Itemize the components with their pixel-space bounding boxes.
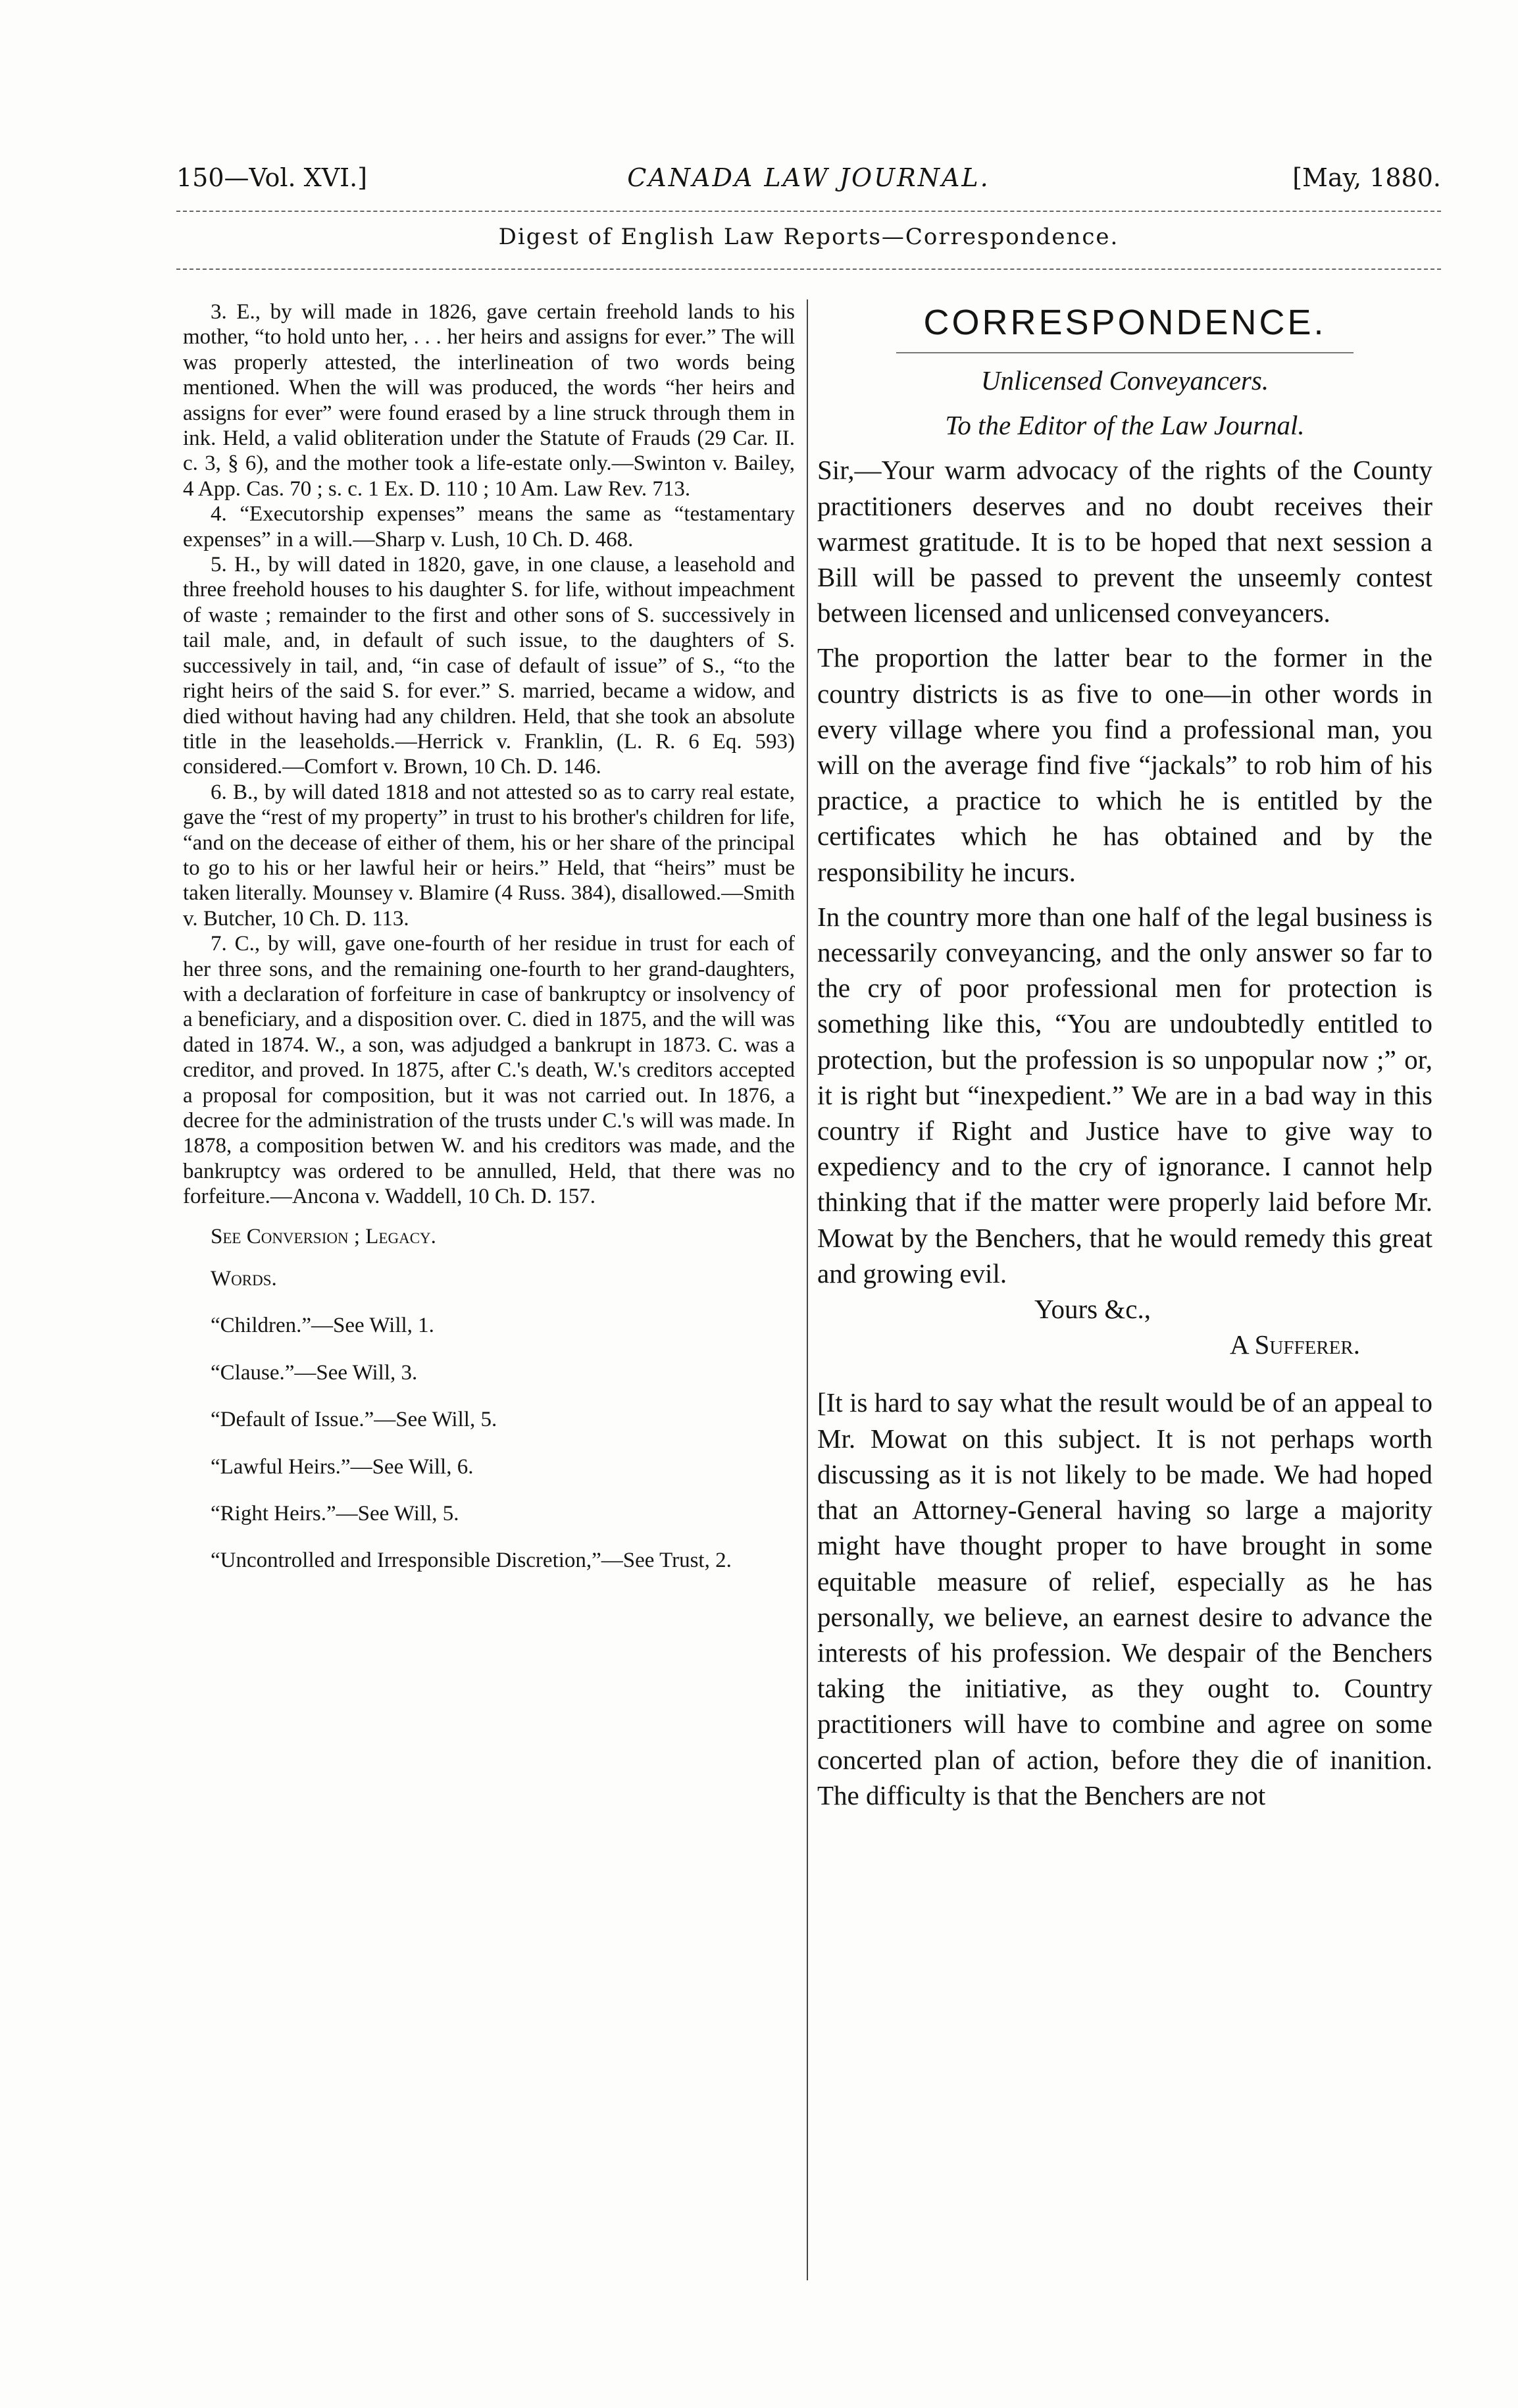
words-list-item: “Default of Issue.”—See Will, 5.	[211, 1408, 497, 1432]
letter-addressee: To the Editor of the Law Journal.	[945, 410, 1305, 441]
digest-entry-5: 5. H., by will dated in 1820, gave, in one clause, a leasehold and three freehold houses to his daughter S. for life, without impeachment of waste ; remainder to the first and other sons of S. successively in tail male, and, in default of such issue, to the daughters of S. successively in tail, and, “in case of default of issue” of S., “to the right heirs of the said S. for ever.” S. married, became a widow, and died without having had any children. Held, that she took an absolute title in the leaseholds.—Herrick v. Franklin, (L. R. 6 Eq. 593) considered.—Comfort v. Brown, 10 Ch. D. 146.	[183, 553, 795, 779]
running-header	[176, 163, 1441, 203]
letter-paragraph: Sir,—Your warm advocacy of the rights of the County practitioners deserves and no doubt receives their warmest gratitude. It is to be hoped that next session a Bill will be passed to prevent the unseemly contest between licensed and unlicensed conveyancers.	[817, 455, 1432, 628]
digest-entry-3: 3. E., by will made in 1826, gave certain freehold lands to his mother, “to hold unto her, . . . her heirs and assigns for ever.” The will was properly attested, the interlineation of two words being mentioned. When the will was produced, the words “her heirs and assigns for ever” were found erased by a line struck through them in ink. Held, a valid obliteration under the Statute of Frauds (29 Car. II. c. 3, § 6), and the mother took a life-estate only.—Swinton v. Bailey, 4 App. Cas. 70 ; s. c. 1 Ex. D. 110 ; 10 Am. Law Rev. 713.	[183, 300, 795, 501]
see-also-reference: See Conversion ; Legacy.	[211, 1224, 436, 1248]
correspondence-heading: CORRESPONDENCE.	[923, 303, 1327, 342]
right-column	[817, 299, 1432, 1813]
column-divider	[807, 299, 808, 2280]
heading-rule	[896, 352, 1354, 353]
letter-subject: Unlicensed Conveyancers.	[980, 365, 1269, 396]
letter-paragraph: The proportion the latter bear to the former in the country districts is as five to one—in other words in every village where you find a professional man, you will on the average find five “jackals” to rob him of his practice, a practice to which he is entitled by the certificates which he has obtained and by the responsibility he incurs.	[817, 642, 1432, 887]
section-subheading: Digest of English Law Reports—Correspondence.	[498, 224, 1119, 250]
words-list-item: “Clause.”—See Will, 3.	[211, 1360, 418, 1385]
words-heading: Words.	[211, 1267, 277, 1291]
letter-paragraph: In the country more than one half of the legal business is necessarily conveyancing, and the only answer so far to the cry of poor professional men for protection is something like this, “You are undoubtedly entitled to protection, but the profession is so unpopular now ;” or, it is right but “inexpedient.” We are in a bad way in this country if Right and Justice have to give way to expediency and to the cry of ignorance. I cannot help thinking that if the matter were properly laid before Mr. Mowat by the Benchers, that he would remedy this great and growing evil.	[817, 901, 1432, 1289]
letter-closing: Yours &c.,	[1034, 1294, 1151, 1325]
journal-title: CANADA LAW JOURNAL.	[627, 163, 990, 192]
words-list-item: “Lawful Heirs.”—See Will, 6.	[211, 1454, 474, 1479]
page-volume: 150—Vol. XVI.]	[176, 163, 368, 192]
words-list-item: “Right Heirs.”—See Will, 5.	[211, 1502, 459, 1526]
letter-signature: A Sufferer.	[1230, 1329, 1360, 1360]
subheading-rule	[176, 269, 1441, 270]
left-column	[183, 299, 795, 1574]
issue-date: [May, 1880.	[1292, 163, 1441, 192]
words-list-item: “Children.”—See Will, 1.	[211, 1314, 434, 1338]
editor-note: [It is hard to say what the result would be of an appeal to Mr. Mowat on this subject. It is not perhaps worth discussing as it is not likely to be made. We had hoped that an Attorney-General having so large a majority might have thought proper to have brought in some equitable measure of relief, especially as he has personally, we believe, an earnest desire to advance the interests of his profession. We despair of the Benchers taking the initiative, as they ought to. Country practitioners will have to combine and agree on some concerted plan of action, before they die of inanition. The difficulty is that the Benchers are not	[817, 1387, 1432, 1810]
digest-entry-7: 7. C., by will, gave one-fourth of her residue in trust for each of her three sons, and the remaining one-fourth to her grand-daughters, with a declaration of forfeiture in case of bankruptcy or insolvency of a beneficiary, and a disposition over. C. died in 1875, and the will was dated in 1874. W., a son, was adjudged a bankrupt in 1873. C. was a creditor, and proved. In 1875, after C.'s death, W.'s creditors accepted a proposal for composition, but it was not carried out. In 1876, a decree for the administration of the trusts under C.'s will was made. In 1878, a composition betwen W. and his creditors was made, and the bankruptcy was ordered to be annulled, Held, that there was no forfeiture.—Ancona v. Waddell, 10 Ch. D. 157.	[183, 932, 795, 1209]
header-rule	[176, 211, 1441, 212]
digest-entry-6: 6. B., by will dated 1818 and not attested so as to carry real estate, gave the “rest of my property” in trust to his brother's children for life, “and on the decease of either of them, his or her share of the principal to go to his or her lawful heir or heirs.” Held, that “heirs” must be taken literally. Mounsey v. Blamire (4 Russ. 384), disallowed.—Smith v. Butcher, 10 Ch. D. 113.	[183, 780, 795, 931]
words-list-item: “Uncontrolled and Irresponsible Discretion,”—See Trust, 2.	[211, 1549, 732, 1573]
digest-entry-4: 4. “Executorship expenses” means the same as “testamentary expenses” in a will.—Sharp v. Lush, 10 Ch. D. 468.	[183, 502, 795, 551]
